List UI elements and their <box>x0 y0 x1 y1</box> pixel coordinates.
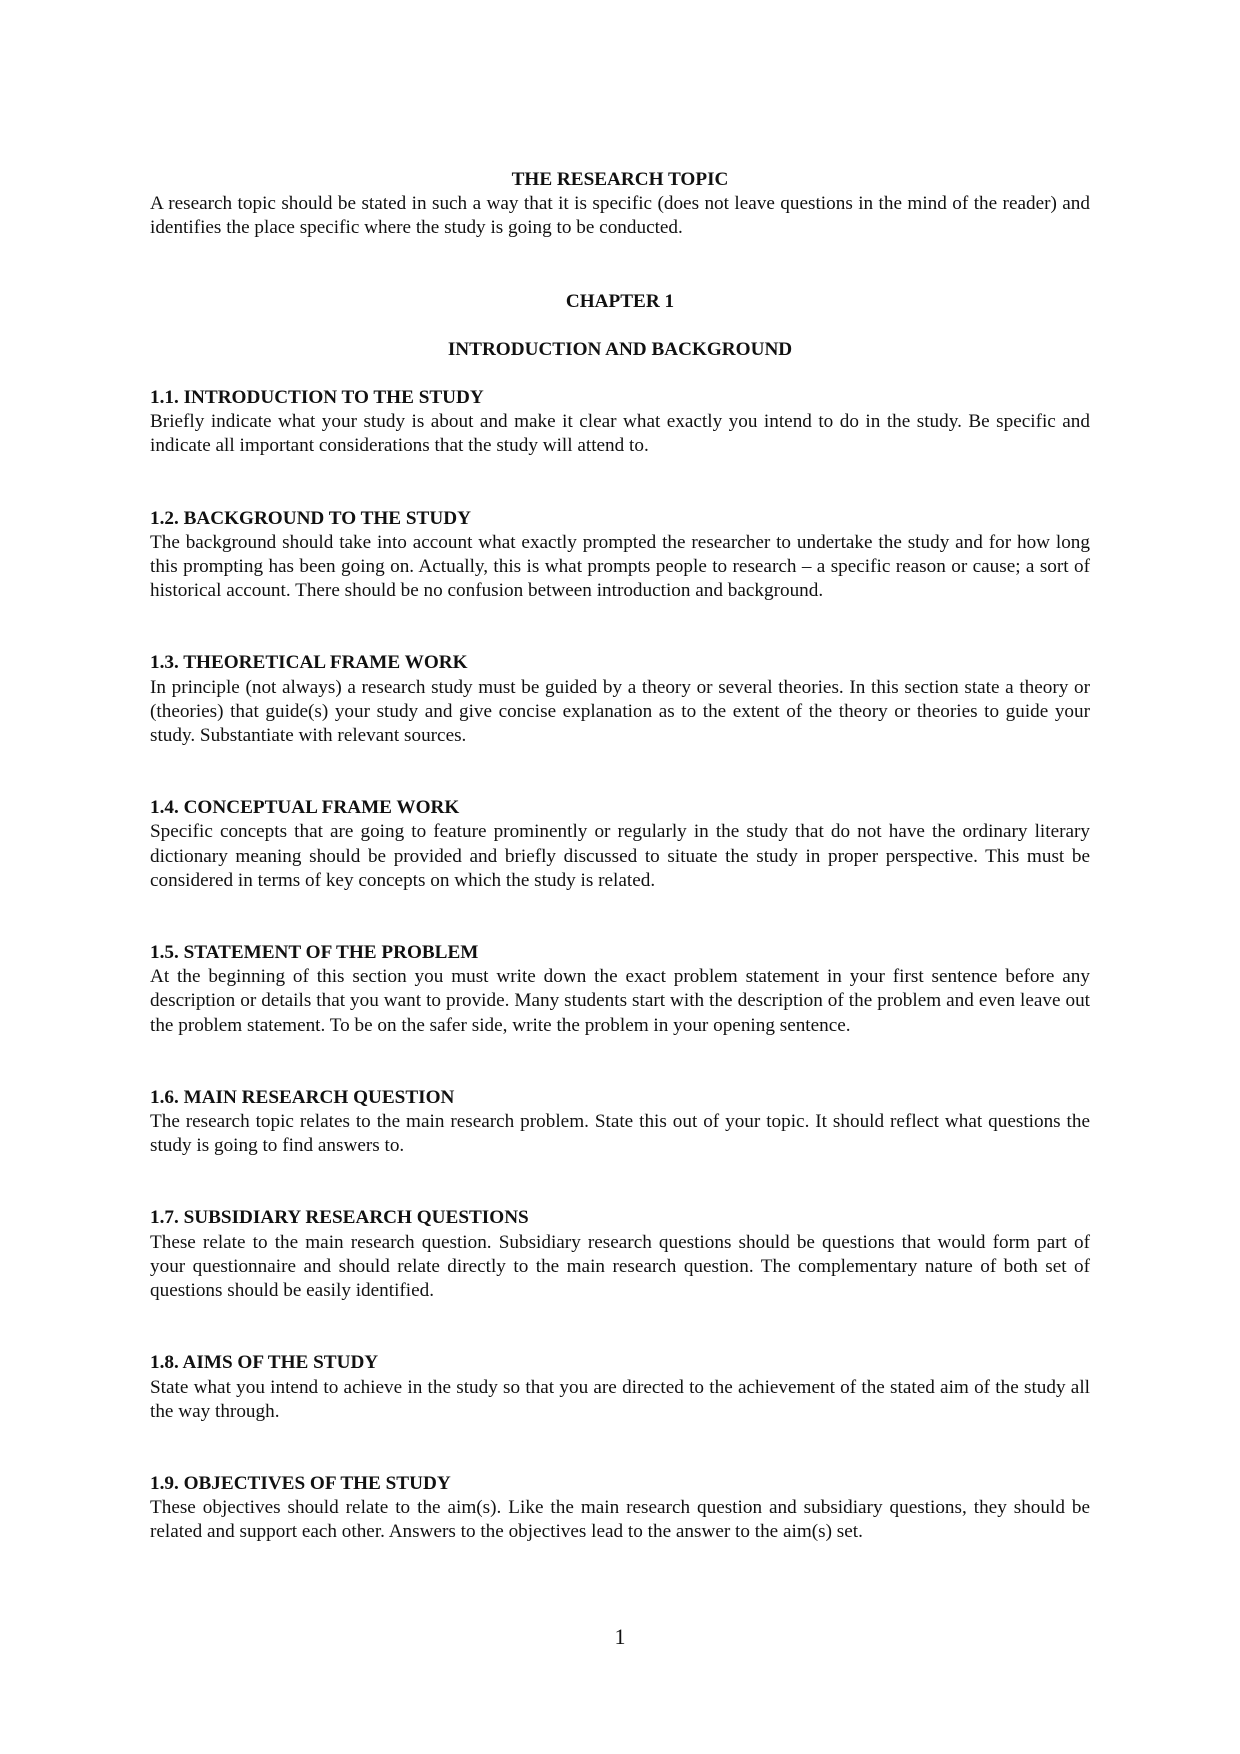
section-body: At the beginning of this section you must write down the exact problem statement in your first sentence before any description or details that you want to provide. Many students start with the description of the problem and even leave out the problem statement. To be on the safer side, write the problem in your opening sentence. <box>150 966 1090 1036</box>
section-heading: 1.9. OBJECTIVES OF THE STUDY <box>150 1472 451 1494</box>
section-body: These objectives should relate to the aim(s). Like the main research question and subsidiary questions, they should be related and support each other. Answers to the objectives lead to the answer to the aim(s) set. <box>150 1497 1090 1543</box>
section-subsidiary-questions <box>150 1206 1090 1303</box>
section-body: The background should take into account what exactly prompted the researcher to undertake the study and for how long this prompting has been going on. Actually, this is what prompts people to research – a specific reason or cause; a sort of historical account. There should be no confusion between introduction and background. <box>150 531 1090 602</box>
section-theoretical-framework <box>150 651 1090 748</box>
section-heading: 1.4. CONCEPTUAL FRAME WORK <box>150 797 460 819</box>
section-objectives <box>150 1472 1090 1545</box>
section-heading: 1.2. BACKGROUND TO THE STUDY <box>150 507 471 529</box>
chapter-label: CHAPTER 1 <box>565 290 675 312</box>
research-topic-text: A research topic should be stated in such a way that it is specific (does not leave questions in the mind of the reader) and identifies the place specific where the study is going to be conducted. <box>150 193 1090 239</box>
section-background <box>150 507 1090 604</box>
research-topic-title: THE RESEARCH TOPIC <box>511 169 729 190</box>
section-heading: 1.1. INTRODUCTION TO THE STUDY <box>150 387 484 409</box>
section-heading: 1.8. AIMS OF THE STUDY <box>150 1352 379 1374</box>
document-page <box>150 168 1090 1545</box>
page-number: 1 <box>614 1624 626 1649</box>
section-body: These relate to the main research question. Subsidiary research questions should be questions that would form part of your questionnaire and should relate directly to the main research question. The complementary nature of both set of questions should be easily identified. <box>150 1231 1090 1302</box>
section-problem-statement <box>150 941 1090 1038</box>
section-body: In principle (not always) a research study must be guided by a theory or several theories. In this section state a theory or (theories) that guide(s) your study and give concise explanation as to the extent of the theory or theories to guide your study. Substantiate with relevant sources. <box>150 676 1090 747</box>
section-introduction <box>150 386 1090 459</box>
section-heading: 1.6. MAIN RESEARCH QUESTION <box>150 1086 455 1108</box>
section-conceptual-framework <box>150 796 1090 893</box>
section-aims <box>150 1351 1090 1424</box>
section-heading: 1.3. THEORETICAL FRAME WORK <box>150 652 468 674</box>
section-main-research-question <box>150 1086 1090 1159</box>
section-heading: 1.5. STATEMENT OF THE PROBLEM <box>150 942 479 964</box>
section-body: Briefly indicate what your study is about and make it clear what exactly you intend to do in the study. Be specific and indicate all important considerations that the study will attend to. <box>150 411 1090 457</box>
section-body: The research topic relates to the main research problem. State this out of your topic. It should reflect what questions the study is going to find answers to. <box>150 1111 1090 1157</box>
section-heading: 1.7. SUBSIDIARY RESEARCH QUESTIONS <box>150 1207 529 1229</box>
chapter-title: INTRODUCTION AND BACKGROUND <box>447 338 793 360</box>
section-body: Specific concepts that are going to feature prominently or regularly in the study that do not have the ordinary literary dictionary meaning should be provided and briefly discussed to situate the study in proper perspective. This must be considered in terms of key concepts on which the study is related. <box>150 821 1090 891</box>
section-body: State what you intend to achieve in the study so that you are directed to the achievement of the stated aim of the study all the way through. <box>150 1376 1090 1422</box>
